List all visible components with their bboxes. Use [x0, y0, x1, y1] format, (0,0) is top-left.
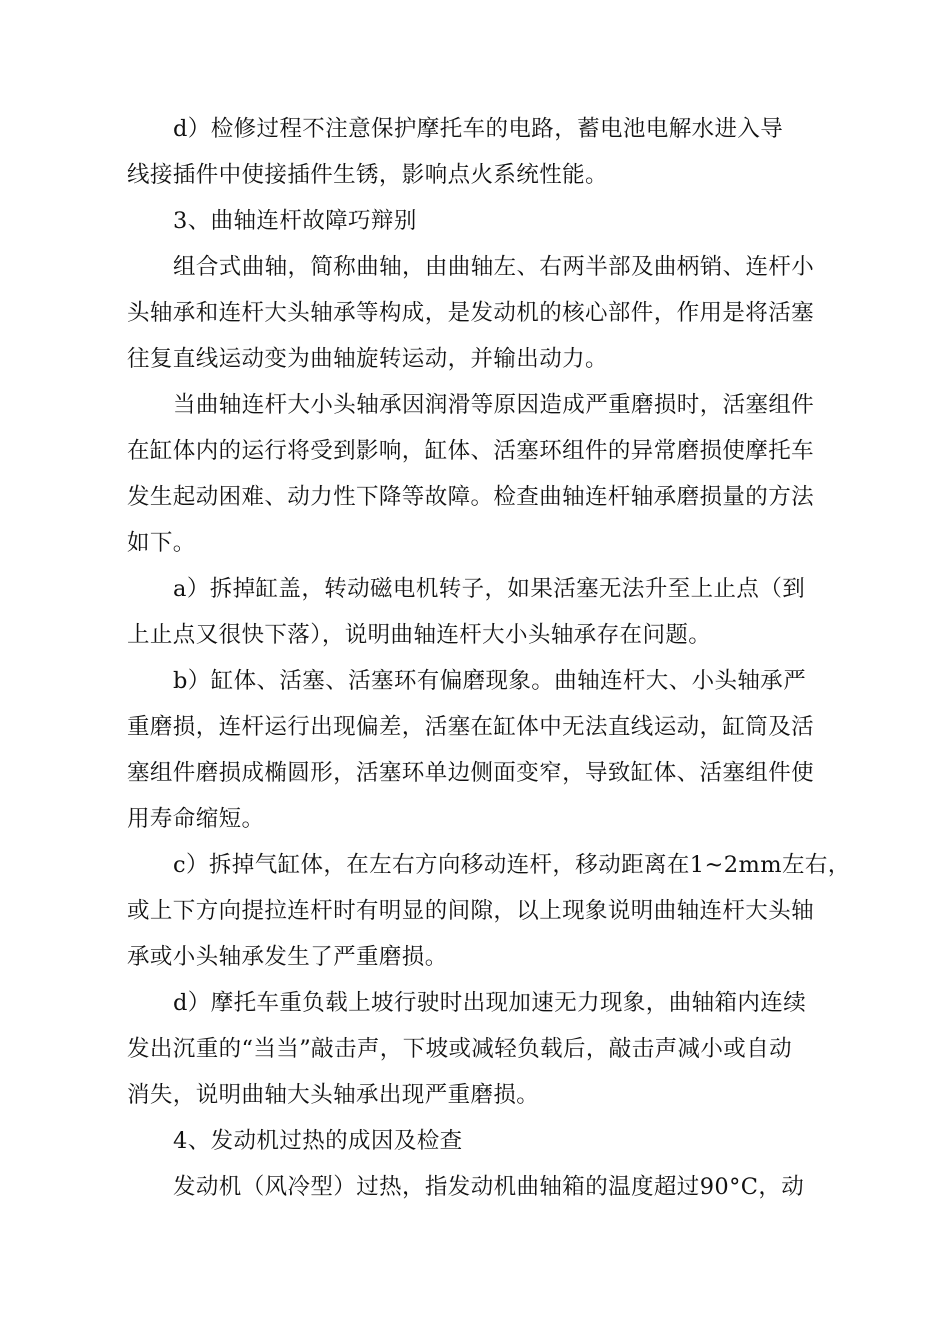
paragraph-b-line-2: 重磨损，连杆运行出现偏差，活塞在缸体中无法直线运动，缸筒及活: [127, 714, 815, 740]
paragraph-b-line-3: 塞组件磨损成椭圆形，活塞环单边侧面变窄，导致缸体、活塞组件使: [127, 760, 815, 786]
paragraph-c-line-1: c）拆掉气缸体，在左右方向移动连杆，移动距离在1~2mm左右，: [173, 852, 851, 878]
paragraph-d2-line-1: d）摩托车重负载上坡行驶时出现加速无力现象，曲轴箱内连续: [173, 990, 807, 1016]
paragraph-crankshaft-line-2: 头轴承和连杆大头轴承等构成，是发动机的核心部件，作用是将活塞: [127, 300, 815, 326]
paragraph-wear-line-2: 在缸体内的运行将受到影响，缸体、活塞环组件的异常磨损使摩托车: [127, 438, 815, 464]
paragraph-crankshaft-line-1: 组合式曲轴，简称曲轴，由曲轴左、右两半部及曲柄销、连杆小: [173, 254, 815, 280]
paragraph-wear-line-1: 当曲轴连杆大小头轴承因润滑等原因造成严重磨损时，活塞组件: [173, 392, 815, 418]
paragraph-crankshaft-line-3: 往复直线运动变为曲轴旋转运动，并输出动力。: [127, 346, 608, 372]
paragraph-a-line-1: a）拆掉缸盖，转动磁电机转子，如果活塞无法升至上止点（到: [173, 576, 806, 602]
paragraph-c-line-2: 或上下方向提拉连杆时有明显的间隙，以上现象说明曲轴连杆大头轴: [127, 898, 815, 924]
paragraph-d2-line-3: 消失，说明曲轴大头轴承出现严重磨损。: [127, 1082, 540, 1108]
paragraph-c-line-3: 承或小头轴承发生了严重磨损。: [127, 944, 448, 970]
paragraph-d-line-2: 线接插件中使接插件生锈，影响点火系统性能。: [127, 162, 608, 188]
paragraph-wear-line-3: 发生起动困难、动力性下降等故障。检查曲轴连杆轴承磨损量的方法: [127, 484, 815, 510]
paragraph-wear-line-4: 如下。: [127, 530, 196, 556]
paragraph-overheat-line-1: 发动机（风冷型）过热，指发动机曲轴箱的温度超过90°C，动: [173, 1174, 805, 1200]
paragraph-b-line-4: 用寿命缩短。: [127, 806, 265, 832]
paragraph-d-line-1: d）检修过程不注意保护摩托车的电路，蓄电池电解水进入导: [173, 116, 784, 142]
paragraph-d2-line-2: 发出沉重的“当当”敲击声，下坡或减轻负载后，敲击声减小或自动: [127, 1036, 793, 1062]
section-heading-3: 3、曲轴连杆故障巧辩别: [173, 208, 417, 234]
paragraph-b-line-1: b）缸体、活塞、活塞环有偏磨现象。曲轴连杆大、小头轴承严: [173, 668, 807, 694]
section-heading-4: 4、发动机过热的成因及检查: [173, 1128, 463, 1154]
paragraph-a-line-2: 上止点又很快下落），说明曲轴连杆大小头轴承存在问题。: [127, 622, 712, 648]
